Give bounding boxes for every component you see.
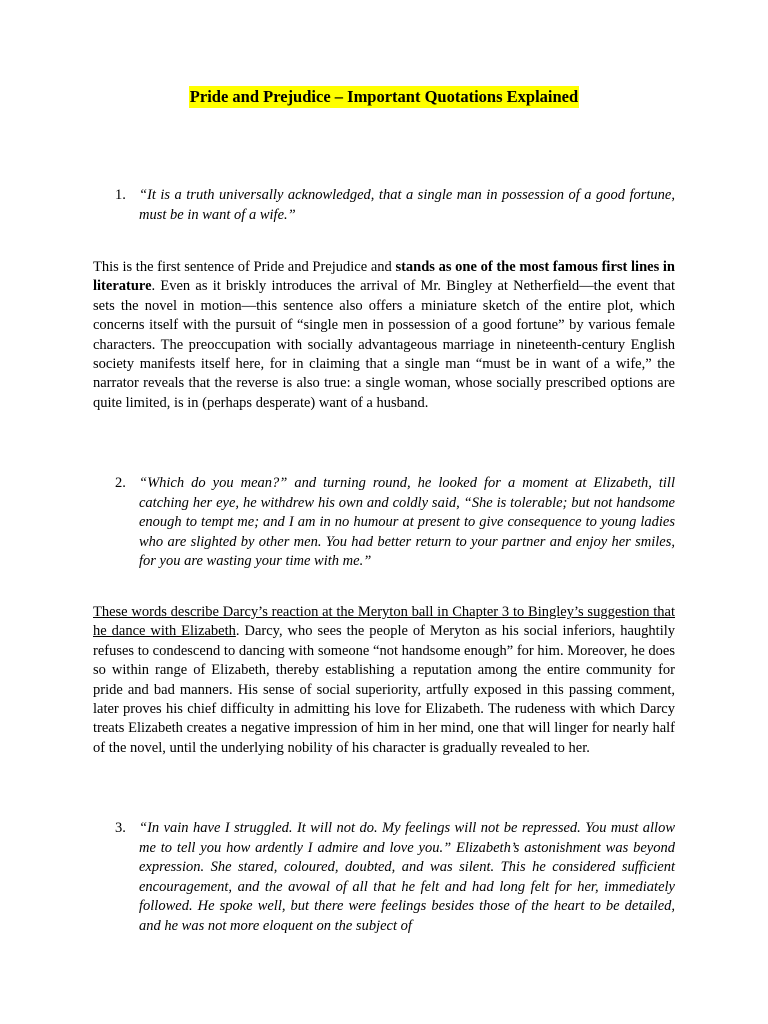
quote-number: 3.: [115, 820, 126, 836]
explanation-paragraph-1: [93, 258, 675, 413]
document-title: Pride and Prejudice – Important Quotations Explained: [189, 87, 579, 106]
quote-text: “It is a truth universally acknowledged, that a single man in possession of a good fortune, must be in want of a wife.”: [139, 187, 675, 223]
quote-text: “Which do you mean?” and turning round, he looked for a moment at Elizabeth, till catching her eye, he withdrew his own and coldly said, “She is tolerable; but not handsome enough to tempt me; and I am in no humour at present to give consequence to young ladies who are slighted by other men. You had better return to your partner and enjoy her smiles, for you are wasting your time with me.”: [139, 475, 675, 570]
explanation-text: This is the first sentence of Pride and Prejudice and: [93, 259, 396, 275]
quote-item-3: [115, 819, 675, 937]
quote-item-2: [115, 474, 675, 572]
quote-item-1: [115, 186, 675, 225]
title-container: [0, 86, 768, 108]
explanation-text: . Darcy, who sees the people of Meryton as his social inferiors, haughtily refuses to condescend to dancing with someone “not handsome enough” for him. Moreover, he does so within range of Elizabeth, thereby establishing a reputation among the entire community for pride and bad manners. His sense of social superiority, artfully exposed in this passing comment, later proves his chief difficulty in admitting his love for Elizabeth. The rudeness with which Darcy treats Elizabeth creates a negative impression of him in her mind, one that will linger for nearly half of the novel, until the underlying nobility of his character is gradually revealed to her.: [93, 623, 675, 756]
explanation-text: . Even as it briskly introduces the arrival of Mr. Bingley at Netherfield—the event that sets the novel in motion—this sentence also offers a miniature sketch of the entire plot, which concerns itself with the pursuit of “single men in possession of a good fortune” by various female characters. The preoccupation with socially advantageous marriage in nineteenth-century English society manifests itself here, for in claiming that a single man “must be in want of a wife,” the narrator reveals that the reverse is also true: a single woman, whose socially prescribed options are quite limited, is in (perhaps desperate) want of a husband.: [93, 278, 675, 411]
quote-number: 1.: [115, 187, 126, 203]
quote-text: “In vain have I struggled. It will not do. My feelings will not be repressed. You must allow me to tell you how ardently I admire and love you.” Elizabeth’s astonishment was beyond expression. She stared, coloured, doubted, and was silent. This he considered sufficient encouragement, and the avowal of all that he felt and had long felt for her, immediately followed. He spoke well, but there were feelings besides those of the heart to be detailed, and he was not more eloquent on the subject of: [139, 820, 675, 934]
explanation-underlined-text: These words describe Darcy’s reaction at the Meryton ball in Chapter 3 to Bingley’s suggestion that he dance with Elizabeth: [93, 604, 675, 640]
explanation-paragraph-2: [93, 603, 675, 758]
quote-number: 2.: [115, 475, 126, 491]
explanation-bold-text: stands as one of the most famous first lines in literature: [93, 259, 675, 295]
